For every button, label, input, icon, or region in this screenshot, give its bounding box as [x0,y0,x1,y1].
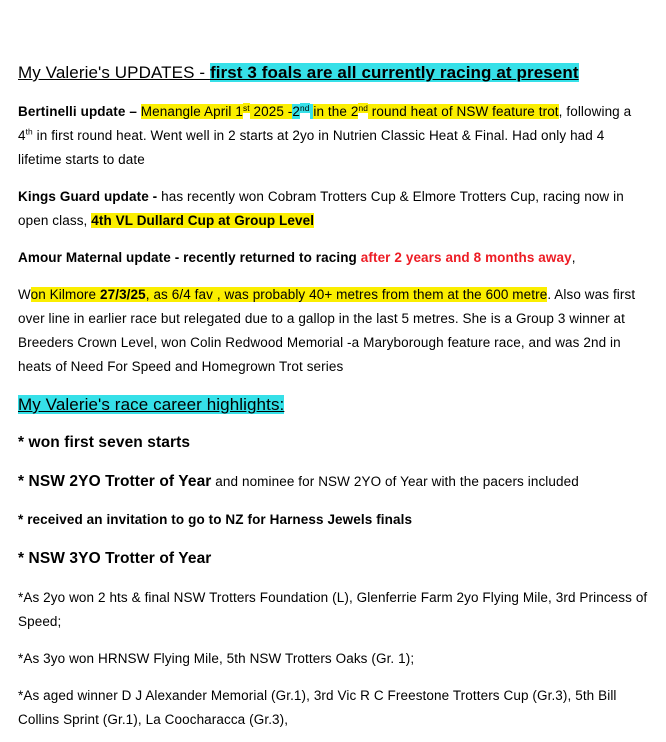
kilmore-race-report [18,283,648,379]
text-run: has recently won Cobram Trotters Cup & Elmore Trotters Cup, racing now in open class, [18,189,628,228]
text-run: in first round heat. Went well in 2 starts at 2yo in Nutrien Classic Heat & Final. Had only had 4 lifetime starts to date [18,128,609,167]
text-run: after 2 years and 8 months away [360,250,572,265]
text-run: * NSW 2YO Trotter of Year [18,473,212,490]
text-run: , following a 4 [18,104,636,143]
title-heading [18,60,648,86]
text-run: *As 2yo won 2 hts & final NSW Trotters Foundation (L), Glenferrie Farm 2yo Flying Mile, 3rd Princess of Speed; [18,590,652,629]
text-run: nd [300,102,310,113]
text-run: 4th VL Dullard Cup at Group Level [91,213,315,228]
text-run: W [18,287,31,302]
text-run: 2 [292,104,300,119]
bullet-3yo-trotter-of-year [18,546,648,572]
kings-guard-update [18,185,648,233]
text-run: Menangle April 1 [140,104,243,119]
text-run: *As 3yo won HRNSW Flying Mile, 5th NSW Trotters Oaks (Gr. 1); [18,651,415,666]
text-run: Bertinelli update – [18,104,141,119]
text-run: on Kilmore [30,287,100,302]
text-run: st [242,102,250,113]
text-run: Amour Maternal update - recently returned to racing [18,250,361,265]
text-run: *As aged winner D J Alexander Memorial (Gr.1), 3rd Vic R C Freestone Trotters Cup (Gr.3), 5th Bill Collins Sprint (Gr.1), La Coocharacca (Gr.3), [18,688,621,727]
document-content [18,60,652,732]
bullet-won-first-seven [18,430,648,456]
text-run: * won first seven starts [18,434,191,451]
amour-maternal-update [18,246,648,270]
bertinelli-update [18,100,648,172]
text-run: th [25,126,33,137]
text-run: , as 6/4 fav , was probably 40+ metres from them at the 600 metre [145,287,548,302]
text-run: round heat of NSW feature trot [367,104,559,119]
race-career-heading [18,392,648,418]
as-3yo-results [18,647,648,671]
text-run: in the 2 [313,104,359,119]
text-run: nd [358,102,368,113]
as-2yo-results [18,586,652,634]
text-run: 27/3/25 [100,287,146,302]
text-run: first 3 foals are all currently racing at present [209,63,579,82]
text-run: , [571,250,576,265]
as-aged-results [18,684,648,732]
text-run: My Valerie's UPDATES - [18,63,210,82]
text-run: * received an invitation to go to NZ for Harness Jewels finals [18,512,413,527]
text-run: * NSW 3YO Trotter of Year [18,550,212,567]
text-run: My Valerie's race career highlights: [18,395,285,414]
bullet-nz-invitation [18,508,648,532]
text-run: and nominee for NSW 2YO of Year with the pacers included [211,474,579,489]
text-run: . Also was first over line in earlier race but relegated due to a gallop in the last 5 metres. She is a Group 3 winner at Breeders Crown Level, won Colin Redwood Memorial -a Maryborough feature race, and was 2nd in heats of Need For Speed and Homegrown Trot series [18,287,640,374]
bullet-2yo-trotter-of-year [18,470,648,494]
text-run: 2025 - [249,104,293,119]
text-run: Kings Guard update - [18,189,162,204]
